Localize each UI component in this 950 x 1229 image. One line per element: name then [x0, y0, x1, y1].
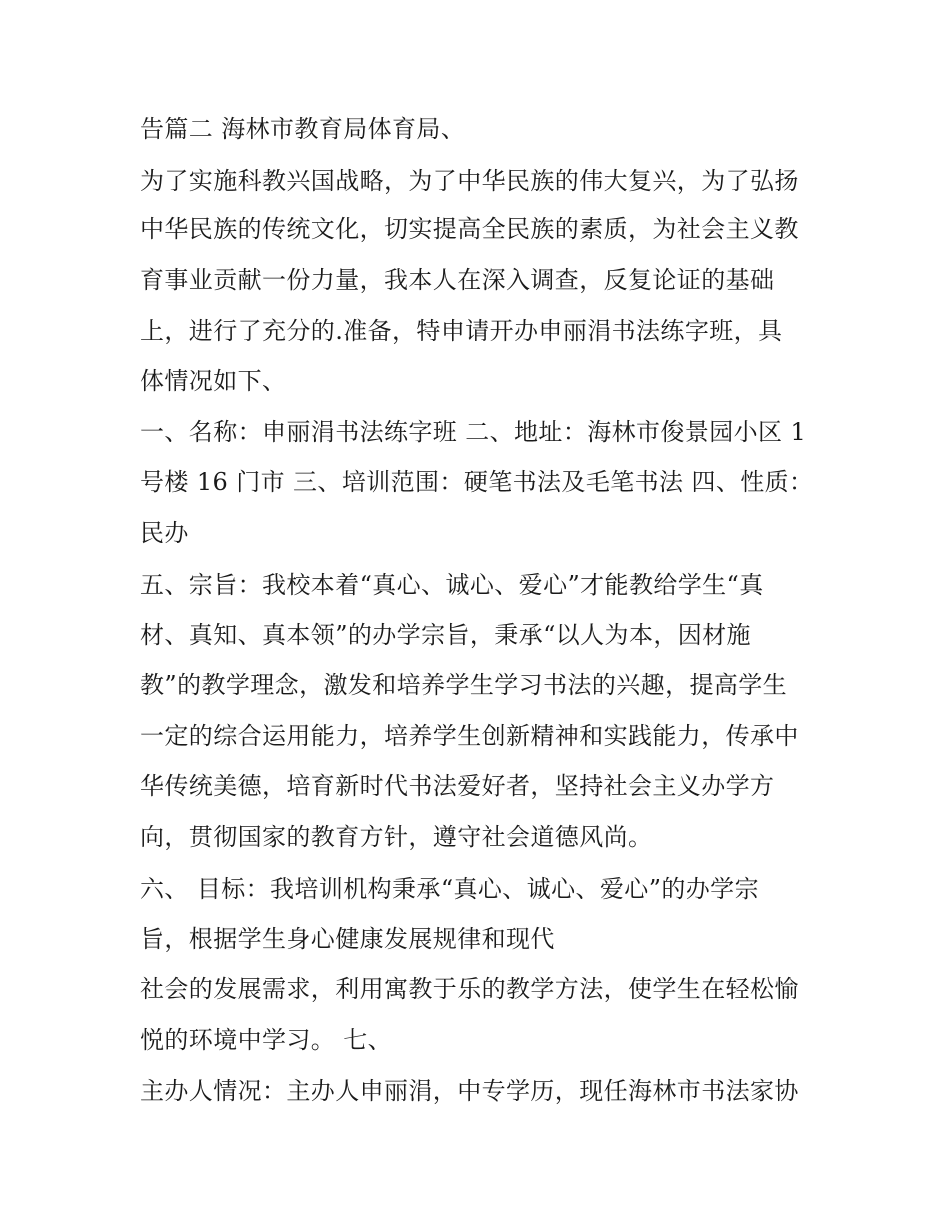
text-line: 六、 目标：我培训机构秉承“真心、诚心、爱心”的办学宗 — [140, 875, 759, 903]
text-line: 向，贯彻国家的教育方针，遵守社会道德风尚。 — [140, 823, 653, 851]
text-line: 体情况如下、 — [140, 367, 287, 395]
text-line: 一定的综合运用能力，培养学生创新精神和实践能力，传承中 — [140, 722, 799, 750]
text-line: 社会的发展需求，利用寓教于乐的教学方法，使学生在轻松愉 — [140, 975, 799, 1003]
text-line: 悦的环境中学习。 七、 — [140, 1026, 393, 1054]
text-line: 为了实施科教兴国战略，为了中华民族的伟大复兴，为了弘扬 — [140, 167, 799, 195]
text-line: 材、真知、真本领”的办学宗旨，秉承“以人为本，因材施 — [140, 621, 751, 649]
text-line: 旨，根据学生身心健康发展规律和现代 — [140, 925, 555, 953]
text-line: 一、名称：申丽涓书法练字班 二、地址：海林市俊景园小区 1 — [140, 418, 807, 446]
text-line: 五、宗旨：我校本着“真心、诚心、爱心”才能教给学生“真 — [140, 571, 764, 599]
text-line: 中华民族的传统文化，切实提高全民族的素质，为社会主义教 — [140, 215, 799, 243]
text-line: 华传统美德，培育新时代书法爱好者，坚持社会主义办学方 — [140, 772, 775, 800]
text-line: 教”的教学理念，激发和培养学生学习书法的兴趣，提高学生 — [140, 671, 788, 699]
text-line: 民办 — [140, 519, 189, 547]
text-line: 告篇二 海林市教育局体育局、 — [140, 115, 466, 143]
text-line: 号楼 16 门市 三、培训范围：硬笔书法及毛笔书法 四、性质： — [140, 468, 814, 496]
text-line: 主办人情况：主办人申丽涓，中专学历，现任海林市书法家协 — [140, 1077, 799, 1105]
text-line: 育事业贡献一份力量，我本人在深入调查，反复论证的基础 — [140, 266, 775, 294]
text-line: 上，进行了充分的.准备，特申请开办申丽涓书法练字班，具 — [140, 317, 783, 345]
